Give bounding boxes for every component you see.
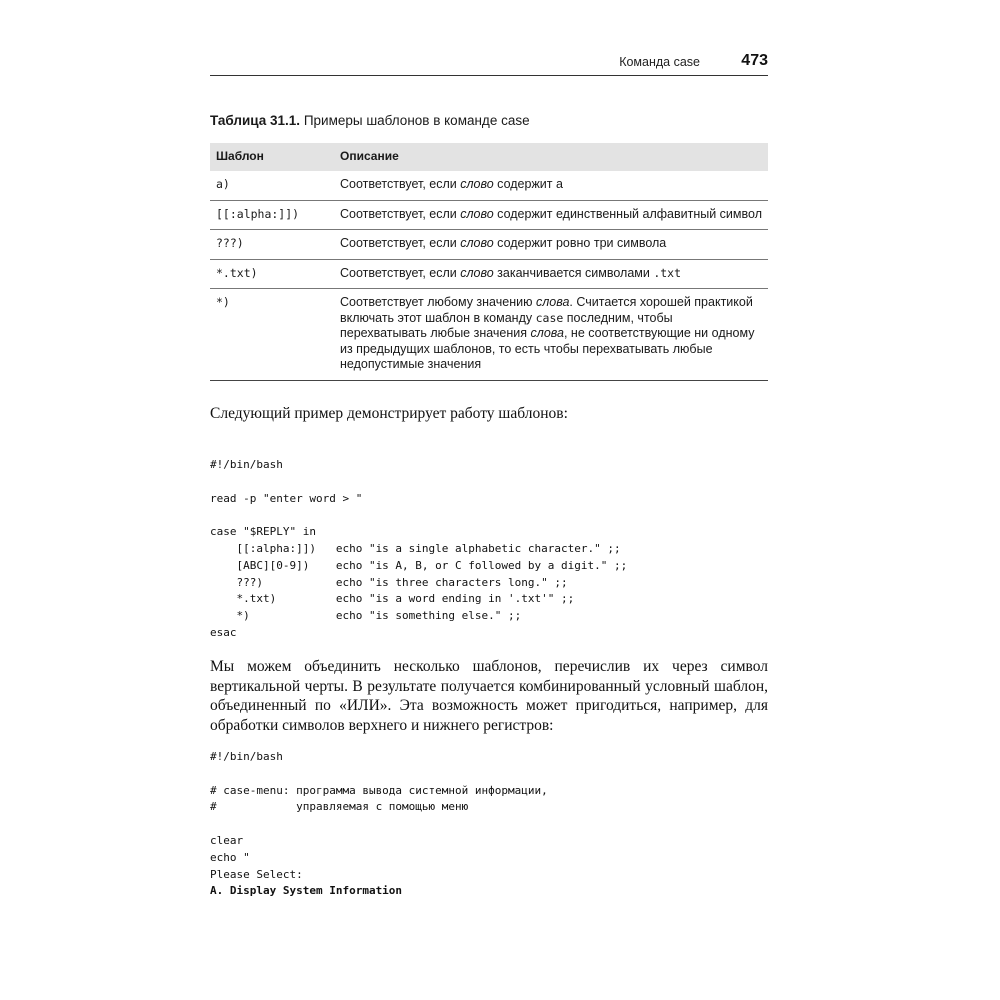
chapter-title: Команда case bbox=[619, 55, 700, 69]
description-text: , не соответствующие ни одному из предыдущих шаблонов, то есть чтобы перехватывать любые недопустимые значения bbox=[340, 326, 755, 371]
code-line: *) echo "is something else." ;; bbox=[210, 609, 522, 623]
code-line-bold: A. Display System Information bbox=[210, 884, 403, 898]
patterns-table bbox=[210, 143, 768, 381]
description-cell bbox=[334, 230, 768, 260]
emphasis-text: слово bbox=[460, 265, 494, 280]
emphasis-text: слова bbox=[530, 326, 564, 340]
code-line: read -p "enter word > " bbox=[210, 491, 363, 505]
code-line bbox=[210, 816, 548, 833]
description-text: Соответствует, если bbox=[340, 206, 461, 221]
code-line: esac bbox=[210, 625, 237, 639]
code-line bbox=[210, 507, 627, 524]
code-block-example bbox=[210, 457, 627, 642]
description-text: Соответствует любому значению bbox=[340, 295, 536, 309]
table-caption bbox=[210, 113, 530, 128]
description-text: содержит ровно три символа bbox=[493, 236, 667, 250]
code-line: Please Select: bbox=[210, 867, 303, 881]
code-line: echo " bbox=[210, 850, 250, 864]
code-line: # управляемая с помощью меню bbox=[210, 800, 469, 814]
table-caption-label: Таблица 31.1. bbox=[210, 113, 301, 128]
description-text: последним, чтобы перехватывать любые значения bbox=[340, 310, 673, 340]
code-line: [[:alpha:]]) echo "is a single alphabetic character." ;; bbox=[210, 541, 621, 555]
pattern-cell: *.txt) bbox=[210, 259, 334, 289]
table-row bbox=[210, 171, 768, 200]
description-text: Соответствует, если bbox=[340, 236, 461, 250]
code-line: *.txt) echo "is a word ending in '.txt'" ;; bbox=[210, 592, 575, 606]
code-line: clear bbox=[210, 833, 244, 847]
code-line: case "$REPLY" in bbox=[210, 525, 316, 539]
inline-code: case bbox=[535, 310, 564, 325]
code-line bbox=[210, 474, 627, 491]
emphasis-text: слово bbox=[460, 236, 494, 250]
table-caption-text: Примеры шаблонов в команде case bbox=[303, 113, 530, 128]
code-line: ???) echo "is three characters long." ;; bbox=[210, 575, 568, 589]
description-text: содержит a bbox=[493, 177, 563, 191]
pattern-cell: a) bbox=[210, 171, 334, 200]
table-row bbox=[210, 200, 768, 230]
description-cell bbox=[334, 171, 768, 200]
description-text: . Считается хорошей практикой включать этот шаблон в команду bbox=[340, 295, 753, 325]
emphasis-text: слово bbox=[460, 177, 494, 191]
code-line: # case-menu: программа вывода системной информации, bbox=[210, 783, 548, 797]
table-row bbox=[210, 289, 768, 381]
inline-code: .txt bbox=[653, 265, 682, 280]
column-header-pattern: Шаблон bbox=[210, 143, 334, 171]
emphasis-text: слова bbox=[535, 295, 570, 309]
table-body bbox=[210, 171, 768, 380]
description-cell bbox=[334, 200, 768, 230]
pattern-cell: [[:alpha:]]) bbox=[210, 200, 334, 230]
code-line: [ABC][0-9]) echo "is A, B, or C followed by a digit." ;; bbox=[210, 558, 628, 572]
page-number: 473 bbox=[741, 52, 768, 69]
description-text: заканчивается символами bbox=[493, 265, 654, 280]
column-header-description: Описание bbox=[334, 143, 768, 171]
paragraph-intro: Следующий пример демонстрирует работу шаблонов: bbox=[210, 405, 568, 422]
code-block-case-menu bbox=[210, 749, 548, 900]
description-text: Соответствует, если bbox=[340, 265, 461, 280]
code-line: #!/bin/bash bbox=[210, 458, 283, 471]
paragraph-combined-patterns: Мы можем объединить несколько шаблонов, перечислив их через символ вертикальной черты. В результате получается комбинированный условный шаблон, объединенный по «ИЛИ». Эта возможность может пригодиться, например, для обработки символов верхнего и нижнего регистров: bbox=[210, 658, 768, 734]
pattern-cell: *) bbox=[210, 289, 334, 381]
code-line bbox=[210, 766, 548, 783]
code-line: #!/bin/bash bbox=[210, 750, 283, 763]
description-text: содержит единственный алфавитный символ bbox=[493, 206, 762, 221]
table-header-row bbox=[210, 143, 768, 171]
description-cell bbox=[334, 289, 768, 381]
table-row bbox=[210, 230, 768, 260]
table-row bbox=[210, 259, 768, 289]
description-cell bbox=[334, 259, 768, 289]
emphasis-text: слово bbox=[460, 206, 494, 221]
running-header bbox=[210, 50, 768, 76]
pattern-cell: ???) bbox=[210, 230, 334, 260]
description-text: Соответствует, если bbox=[340, 177, 461, 191]
